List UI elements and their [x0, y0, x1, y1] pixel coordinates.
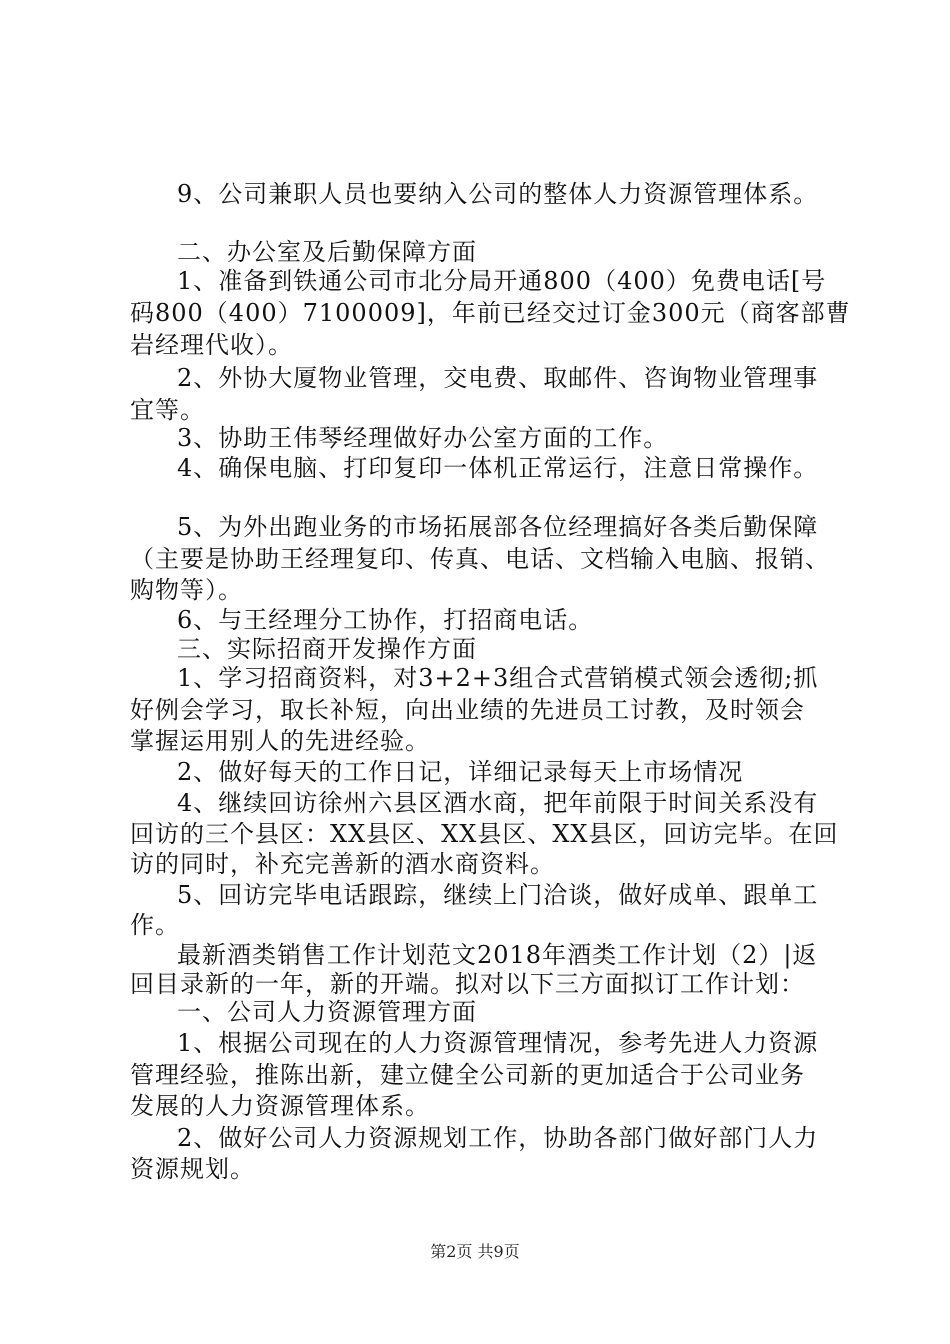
- text-line: 宜等。: [130, 396, 205, 424]
- text-line: 2、做好每天的工作日记，详细记录每天上市场情况: [177, 758, 744, 786]
- text-line: 回目录新的一年，新的开端。拟对以下三方面拟订工作计划：: [130, 970, 805, 998]
- text-line: 购物等）。: [130, 576, 243, 604]
- text-line: 资源规划。: [130, 1155, 255, 1183]
- text-line: 5、回访完毕电话跟踪，继续上门洽谈，做好成单、跟单工: [177, 881, 819, 909]
- text-line: （主要是协助王经理复印、传真、电话、文档输入电脑、报销、: [130, 545, 830, 573]
- page-number-footer: 第2页 共9页: [430, 1242, 520, 1261]
- text-line: 最新酒类销售工作计划范文2018年酒类工作计划（2）|返: [177, 941, 818, 969]
- text-line: 好例会学习，取长补短，向出业绩的先进员工讨教，及时领会: [130, 696, 805, 724]
- section-heading: 一、公司人力资源管理方面: [177, 998, 477, 1026]
- text-line: 4、确保电脑、打印复印一体机正常运行，注意日常操作。: [177, 454, 819, 482]
- text-line: 作。: [130, 911, 180, 939]
- text-line: 访的同时，补充完善新的酒水商资料。: [130, 850, 555, 878]
- text-line: 6、与王经理分工协作，打招商电话。: [177, 606, 594, 634]
- text-line: 1、准备到铁通公司市北分局开通800（400）免费电话[号: [177, 267, 827, 295]
- text-line: 码800（400）7100009]，年前已经交过订金300元（商客部曹: [130, 299, 851, 327]
- text-line: 3、协助王伟琴经理做好办公室方面的工作。: [177, 424, 669, 452]
- text-line: 2、做好公司人力资源规划工作，协助各部门做好部门人力: [177, 1124, 819, 1152]
- text-line: 管理经验，推陈出新，建立健全公司新的更加适合于公司业务: [130, 1061, 805, 1089]
- text-line: 岩经理代收）。: [130, 331, 293, 359]
- text-line: 4、继续回访徐州六县区酒水商，把年前限于时间关系没有: [177, 789, 819, 817]
- text-line: 2、外协大厦物业管理，交电费、取邮件、咨询物业管理事: [177, 364, 819, 392]
- text-line: 5、为外出跑业务的市场拓展部各位经理搞好各类后勤保障: [177, 513, 819, 541]
- section-heading: 二、办公室及后勤保障方面: [177, 238, 477, 266]
- text-line: 发展的人力资源管理体系。: [130, 1092, 430, 1120]
- section-heading: 三、实际招商开发操作方面: [177, 635, 477, 663]
- text-line: 掌握运用别人的先进经验。: [130, 727, 430, 755]
- text-line: 回访的三个县区：XX县区、XX县区、XX县区，回访完毕。在回: [130, 820, 839, 848]
- text-line: 1、学习招商资料，对3+2+3组合式营销模式领会透彻;抓: [177, 664, 819, 692]
- text-line: 1、根据公司现在的人力资源管理情况，参考先进人力资源: [177, 1029, 819, 1057]
- text-line: 9、公司兼职人员也要纳入公司的整体人力资源管理体系。: [177, 180, 819, 208]
